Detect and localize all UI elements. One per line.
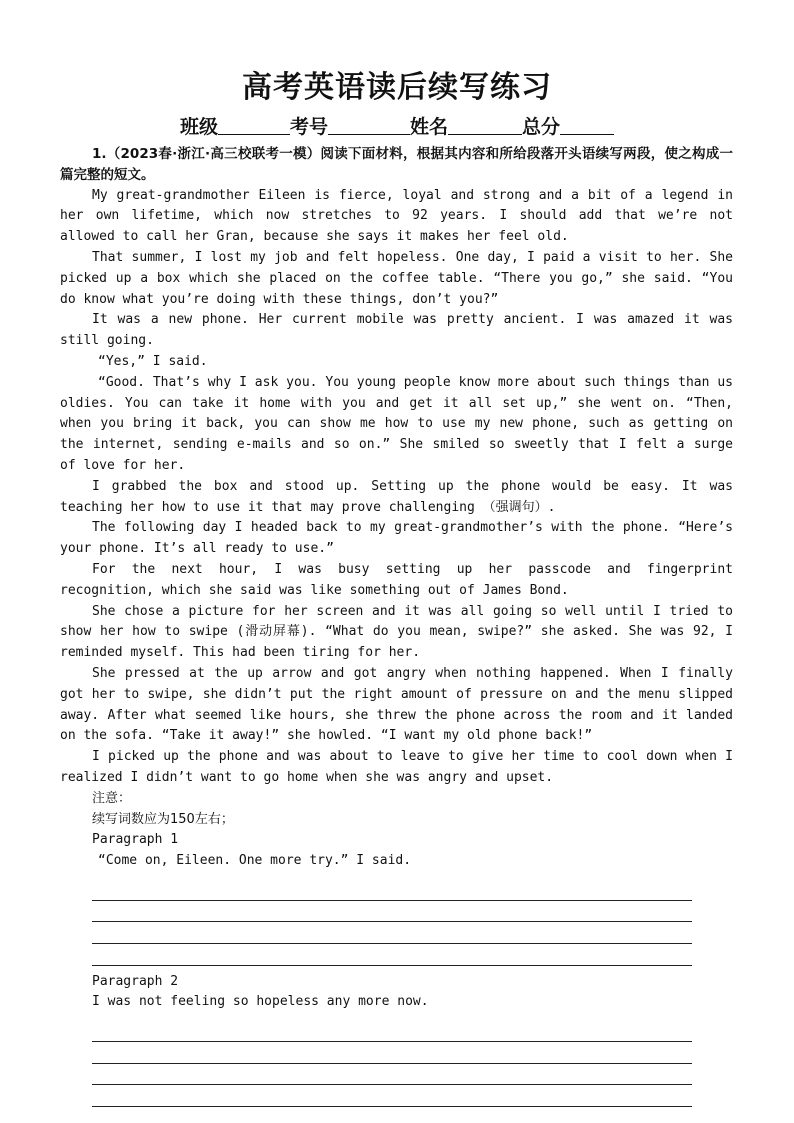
name-label: 姓名 [410,116,449,138]
question-intro: 1.（2023春·浙江·高三校联考一模）阅读下面材料，根据其内容和所给段落开头语续写两段，使之构成一篇完整的短文。 [60,146,733,183]
paragraph2-label: Paragraph 2 [92,973,179,989]
passage-paragraph: “Good. That’s why I ask you. You young people know more about such things than us oldies. You can take it home with you and get it all set up,” she went on. “Then, when you bring it back, you can show me how to use my new phone, such as getting on the internet, sending e-mails and so on.” She smiled so sweetly that I felt a surge of love for her. [60,374,733,473]
writing-line[interactable] [92,1064,692,1086]
paragraph2-writing-lines[interactable] [92,1020,692,1107]
paragraph1-label: Paragraph 1 [92,832,179,848]
writing-line[interactable] [92,901,692,923]
student-info-row [0,112,794,139]
passage-paragraph: She chose a picture for her screen and it was all going so well until I tried to show her how to swipe (滑动屏幕). “What do you mean, swipe?” she asked. She was 92, I reminded myself. This had been tiring for her. [60,603,733,661]
passage-paragraph: That summer, I lost my job and felt hopeless. One day, I paid a visit to her. She picked up a box which she placed on the coffee table. “There you go,” she said. “You do know what you’re doing with these things, don’t you?” [60,249,733,307]
paragraph1-writing-lines[interactable] [92,879,692,966]
passage-paragraph: I picked up the phone and was about to leave to give her time to cool down when I realized I didn’t want to go home when she was angry and upset. [60,749,733,785]
exam-number-blank[interactable] [328,116,410,135]
passage-paragraph: It was a new phone. Her current mobile was pretty ancient. I was amazed it was still going. [60,312,733,349]
passage-paragraph: She pressed at the up arrow and got angry when nothing happened. When I finally got her to swipe, she didn’t put the right amount of pressure on and the menu slipped away. After what seemed like hours, she threw the phone across the room and it landed on the sofa. “Take it away!” she howled. “I want my old phone back!” [60,665,733,744]
word-count-note: 续写词数应为150左右； [92,811,234,827]
passage-paragraph: “Yes,” I said. [98,353,208,369]
writing-line[interactable] [92,1085,692,1107]
passage-paragraph: The following day I headed back to my great-grandmother’s with the phone. “Here’s your phone. It’s all ready to use.” [60,520,733,557]
paragraph1-opening: “Come on, Eileen. One more try.” I said. [98,853,412,869]
passage-paragraph: For the next hour, I was busy setting up her passcode and fingerprint recognition, which she said was like something out of James Bond. [60,561,733,598]
total-score-blank[interactable] [560,116,614,135]
class-blank[interactable] [218,116,290,135]
writing-line[interactable] [92,879,692,901]
passage-paragraph: My great-grandmother Eileen is fierce, loyal and strong and a bit of a legend in her own lifetime, which now stretches to 92 years. I should add that we’re not allowed to call her Gran, because she says it makes her feel old. [60,187,733,245]
paragraph2-opening: I was not feeling so hopeless any more now. [92,994,429,1010]
passage-paragraph: I grabbed the box and stood up. Setting up the phone would be easy. It was teaching her how to use it that may prove challenging （强调句）. [60,478,733,515]
class-label: 班级 [179,116,218,138]
question-content [60,144,733,1113]
notes-label: 注意： [92,790,132,806]
total-score-label: 总分 [522,116,561,138]
name-blank[interactable] [448,116,522,135]
writing-line[interactable] [92,922,692,944]
exam-number-label: 考号 [289,116,328,138]
writing-line[interactable] [92,1020,692,1042]
writing-line[interactable] [92,1042,692,1064]
page-title: 高考英语读后续写练习 [242,70,552,105]
writing-line[interactable] [92,944,692,966]
